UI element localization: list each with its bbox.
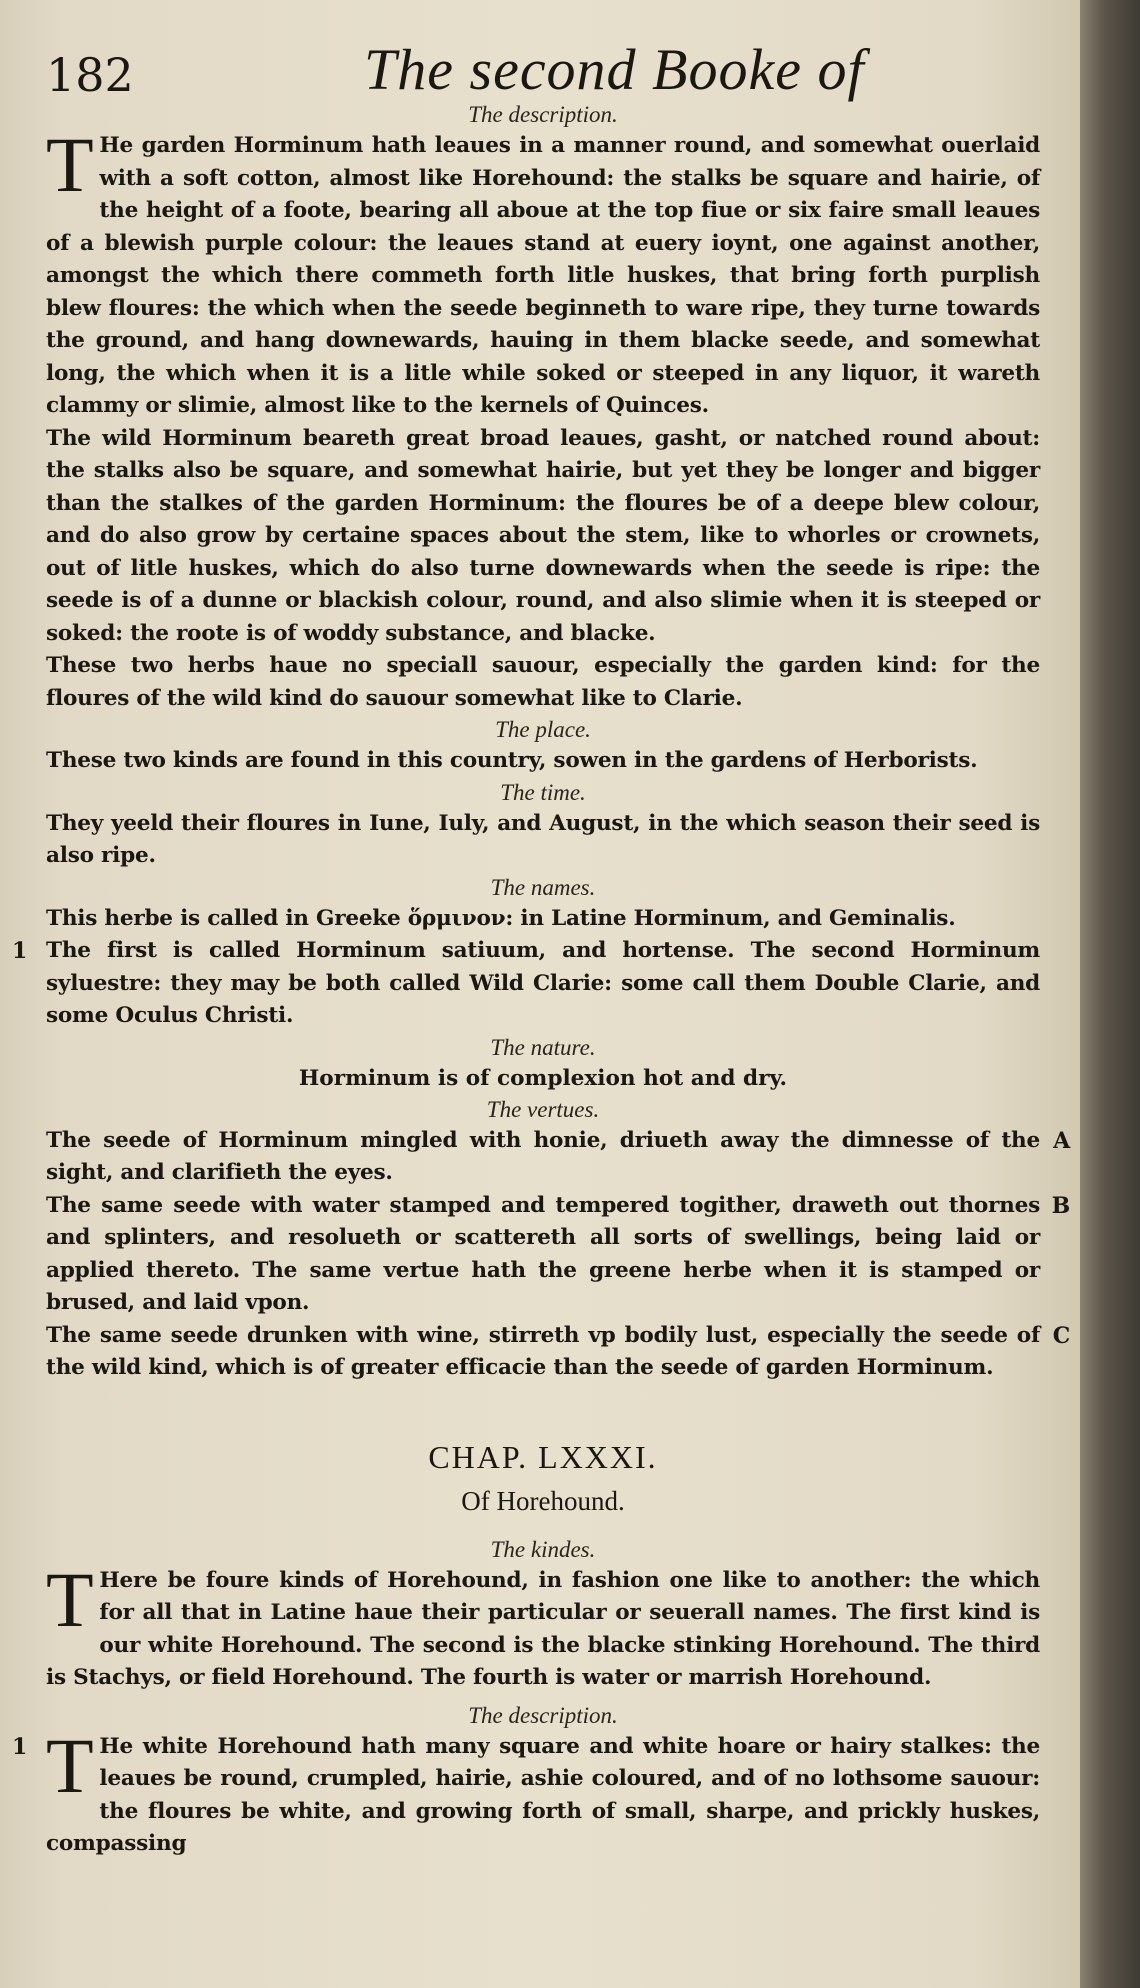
drop-cap: T <box>46 1721 94 1809</box>
margin-letter-c: C <box>1052 1322 1070 1349</box>
place-heading: The place. <box>495 717 591 742</box>
names-paragraph-1: This herbe is called in Greeke ὅρμινον: in Latine Horminum, and Geminalis. <box>46 905 956 931</box>
running-head: The second Booke of <box>364 37 865 102</box>
vertue-paragraph-c <box>46 1320 1070 1385</box>
time-paragraph: They yeeld their floures in Iune, Iuly, and August, in the which season their seed is also ripe. <box>46 810 1040 868</box>
drop-cap: T <box>46 121 94 208</box>
nature-heading: The nature. <box>490 1034 596 1060</box>
page-number: 182 <box>46 48 134 102</box>
time-heading: The time. <box>500 779 586 805</box>
book-gutter <box>1080 0 1140 1988</box>
vertue-text-a: The seede of Horminum mingled with honie, driueth away the dimnesse of the sight, and clarifieth the eyes. <box>46 1127 1040 1185</box>
description-paragraph-1 <box>46 121 1040 423</box>
description-heading: The description. <box>468 102 618 127</box>
drop-cap: T <box>46 1555 94 1643</box>
horehound-description-paragraph <box>12 1721 1040 1861</box>
chapter-title: CHAP. LXXXI. <box>428 1438 658 1475</box>
kindes-paragraph <box>46 1555 1040 1695</box>
description-paragraph-3: These two herbs haue no speciall sauour, especially the garden kind: for the floures of the wild kind do sauour somewhat like to Clarie. <box>46 653 1040 711</box>
names-heading: The names. <box>490 874 596 900</box>
margin-letter-b: B <box>1051 1192 1070 1219</box>
horehound-description-text: He white Horehound hath many square and white hoare or hairy stalkes: the leaues be round, crumpled, hairie, ashie coloured, and of no lothsome sauour: the floures be white, and growing forth of small, sharpe, and prickly huskes, compassing <box>46 1733 1040 1856</box>
page-header <box>46 18 1040 100</box>
kindes-text: Here be foure kinds of Horehound, in fashion one like to another: the which for all that in Latine haue their particular or seuerall names. The first kind is our white Horehound. The second is the blacke stinking Horehound. The third is Stachys, or field Horehound. The fourth is water or marrish Horehound. <box>46 1567 1040 1690</box>
nature-paragraph: Horminum is of complexion hot and dry. <box>298 1065 788 1091</box>
margin-letter-a: A <box>1053 1127 1070 1154</box>
names-paragraph-2 <box>12 935 1040 1033</box>
chapter-subtitle: Of Horehound. <box>461 1485 625 1516</box>
description-text-1: He garden Horminum hath leaues in a manner round, and somewhat ouerlaid with a soft cotton, almost like Horehound: the stalks be square and hairie, of the height of a foote, bearing all aboue at the top fiue or six faire small leaues of a blewish purple colour: the leaues stand at euery ioynt, one against another, amongst the which there commeth forth litle huskes, that bring forth purplish blew floures: the which when the seede beginneth to ware ripe, they turne towards the ground, and hang downewards, hauing in them blacke seede, and somewhat long, the which when it is a litle while soked or steeped in any liquor, it wareth clammy or slimie, almost like to the kernels of Quinces. <box>46 133 1040 418</box>
margin-number: 1 <box>12 938 28 964</box>
kindes-heading: The kindes. <box>490 1536 596 1562</box>
names-text-2: The first is called Horminum satiuum, and hortense. The second Horminum syluestre: they may be both called Wild Clarie: some call them Double Clarie, and some Oculus Christi. <box>46 938 1040 1028</box>
vertue-text-c: The same seede drunken with wine, stirreth vp bodily lust, especially the seede of the wild kind, which is of greater efficacie than the seede of garden Horminum. <box>46 1322 1040 1380</box>
vertue-paragraph-a <box>46 1125 1070 1190</box>
description-paragraph-2: The wild Horminum beareth great broad leaues, gasht, or natched round about: the stalks also be square, and somewhat hairie, but yet they be longer and bigger than the stalkes of the garden Horminum: the floures be of a deepe blew colour, and do also grow by certaine spaces about the stem, like to whorles or crownets, out of litle huskes, which do also turne downewards when the seede is ripe: the seede is of a dunne or blackish colour, round, and also slimie when it is steeped or soked: the roote is of woddy substance, and blacke. <box>46 425 1040 646</box>
vertues-heading: The vertues. <box>486 1096 600 1122</box>
description-heading-2: The description. <box>468 1702 618 1728</box>
place-paragraph: These two kinds are found in this country, sowen in the gardens of Herborists. <box>46 748 978 773</box>
margin-number: 1 <box>12 1733 28 1760</box>
vertue-paragraph-b <box>46 1190 1070 1320</box>
vertue-text-b: The same seede with water stamped and tempered togither, draweth out thornes and splinters, and resolueth or scattereth all sorts of swellings, being laid or applied thereto. The same vertue hath the greene herbe when it is stamped or brused, and laid vpon. <box>46 1192 1040 1315</box>
